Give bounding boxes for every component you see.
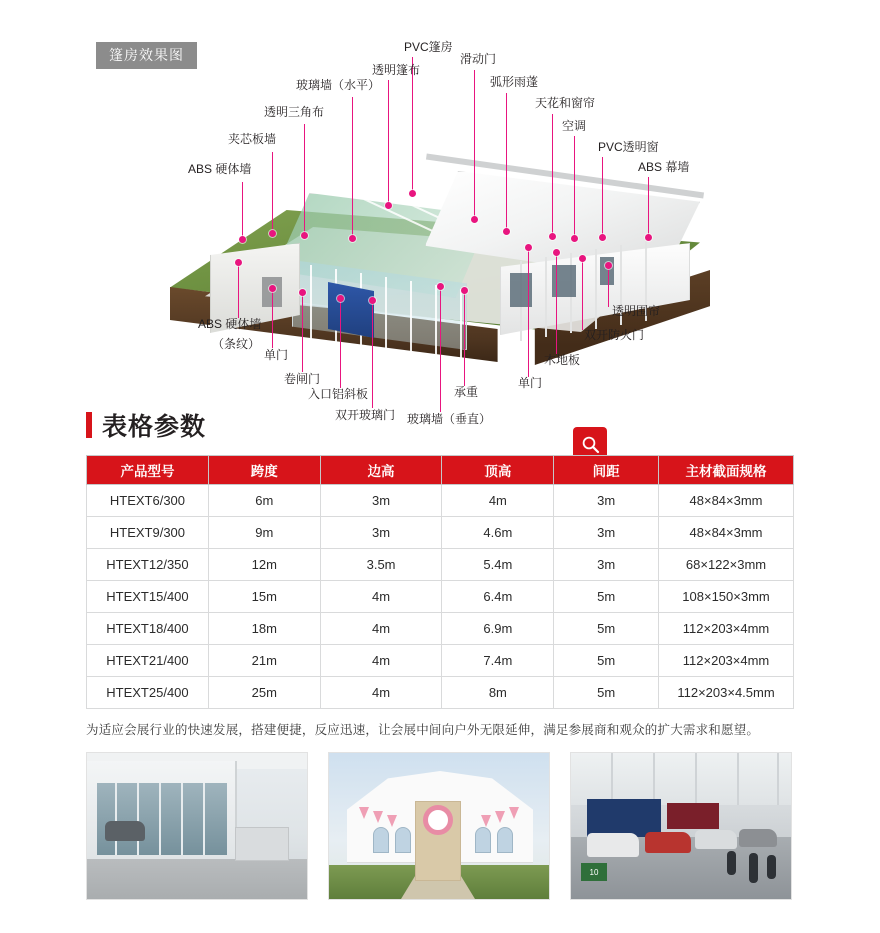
leader-line — [242, 182, 243, 240]
tent-diagram — [0, 0, 880, 426]
table-row — [87, 517, 794, 549]
photo3-car — [645, 832, 691, 853]
cell-side-height: 3.5m — [320, 549, 442, 581]
cell-model: HTEXT15/400 — [87, 581, 209, 613]
leader-line — [582, 258, 583, 330]
photo1-crate — [235, 827, 289, 861]
cell-span: 21m — [208, 645, 320, 677]
photo3-visitor — [767, 855, 776, 879]
photo-auto-expo-interior — [570, 752, 792, 900]
callout-dot — [269, 230, 276, 237]
leader-line — [556, 252, 557, 354]
photo3-car — [695, 830, 737, 849]
callout-dot — [549, 233, 556, 240]
callout-dot — [599, 234, 606, 241]
cell-side-height: 3m — [320, 517, 442, 549]
cell-top-height: 8m — [442, 677, 554, 709]
diagram-label: 滑动门 — [460, 52, 497, 66]
cell-side-height: 3m — [320, 485, 442, 517]
diagram-label: 夹芯板墙 — [228, 132, 277, 146]
cell-model: HTEXT21/400 — [87, 645, 209, 677]
diagram-label: （条纹） — [212, 337, 261, 351]
diagram-label: 天花和窗帘 — [535, 96, 596, 110]
callout-dot — [349, 235, 356, 242]
callout-dot — [369, 297, 376, 304]
callout-dot — [553, 249, 560, 256]
cell-span: 12m — [208, 549, 320, 581]
callout-dot — [409, 190, 416, 197]
cell-bay-spacing: 5m — [554, 613, 659, 645]
callout-dot — [299, 289, 306, 296]
diagram-label: 透明篷布 — [372, 63, 421, 77]
cell-side-height: 4m — [320, 613, 442, 645]
cell-profile: 112×203×4mm — [659, 645, 794, 677]
cell-model: HTEXT25/400 — [87, 677, 209, 709]
photo3-tent-roof — [571, 753, 792, 805]
cell-model: HTEXT12/350 — [87, 549, 209, 581]
photo-white-marquee-event — [328, 752, 550, 900]
cell-top-height: 6.4m — [442, 581, 554, 613]
diagram-label: 入口铝斜板 — [308, 387, 369, 401]
cell-side-height: 4m — [320, 677, 442, 709]
diagram-label: 双开防火门 — [584, 328, 645, 342]
table-col-header: 边高 — [320, 456, 442, 485]
diagram-label: PVC篷房 — [404, 40, 453, 54]
leader-line — [528, 247, 529, 377]
leader-line — [506, 93, 507, 231]
callout-dot — [471, 216, 478, 223]
table-row — [87, 581, 794, 613]
table-col-header: 跨度 — [208, 456, 320, 485]
leader-line — [304, 124, 305, 236]
callout-dot — [301, 232, 308, 239]
table-row — [87, 485, 794, 517]
diagram-label: 透明围帘 — [612, 304, 661, 318]
diagram-label: 承重 — [454, 385, 479, 399]
diagram-label: 弧形雨蓬 — [490, 75, 539, 89]
table-col-header: 产品型号 — [87, 456, 209, 485]
callout-dot — [503, 228, 510, 235]
callout-dot — [461, 287, 468, 294]
section-title — [86, 407, 206, 443]
photo1-pavement — [87, 859, 308, 899]
leader-line — [272, 152, 273, 234]
table-col-header: 间距 — [554, 456, 659, 485]
leader-line — [464, 290, 465, 386]
cell-bay-spacing: 3m — [554, 517, 659, 549]
cell-top-height: 6.9m — [442, 613, 554, 645]
callout-dot — [269, 285, 276, 292]
photo2-window — [497, 827, 513, 853]
leader-line — [272, 288, 273, 348]
leader-line — [474, 70, 475, 220]
leader-line — [372, 300, 373, 408]
leader-line — [388, 80, 389, 206]
callout-dot — [579, 255, 586, 262]
diagram-label: PVC透明窗 — [598, 140, 659, 154]
cell-profile: 112×203×4.5mm — [659, 677, 794, 709]
diagram-label: 单门 — [518, 376, 543, 390]
table-row — [87, 549, 794, 581]
entrance-blue-panel — [328, 282, 374, 338]
cell-span: 6m — [208, 485, 320, 517]
leader-line — [238, 262, 239, 318]
table-header-row — [87, 456, 794, 485]
cell-top-height: 5.4m — [442, 549, 554, 581]
photo3-visitor — [749, 853, 758, 883]
cell-bay-spacing: 3m — [554, 549, 659, 581]
callout-dot — [239, 236, 246, 243]
cell-model: HTEXT6/300 — [87, 485, 209, 517]
cell-top-height: 4m — [442, 485, 554, 517]
leader-line — [340, 298, 341, 388]
table-row — [87, 613, 794, 645]
cell-model: HTEXT18/400 — [87, 613, 209, 645]
diagram-label: 木地板 — [544, 353, 581, 367]
photo1-glass-wall — [97, 783, 227, 855]
diagram-label: 透明三角布 — [264, 105, 325, 119]
diagram-label: 单门 — [264, 348, 289, 362]
callout-dot — [385, 202, 392, 209]
photo3-car — [587, 833, 639, 857]
table-row — [87, 645, 794, 677]
cell-bay-spacing: 5m — [554, 677, 659, 709]
cell-top-height: 7.4m — [442, 645, 554, 677]
photo-glass-hall-exterior — [86, 752, 308, 900]
photo2-window — [475, 827, 491, 853]
leader-line — [302, 292, 303, 372]
callout-dot — [571, 235, 578, 242]
photo1-parked-car — [105, 821, 145, 841]
callout-dot — [437, 283, 444, 290]
photo3-banner-red — [667, 803, 719, 829]
photo3-car — [739, 829, 777, 847]
cell-top-height: 4.6m — [442, 517, 554, 549]
cell-side-height: 4m — [320, 581, 442, 613]
cell-profile: 48×84×3mm — [659, 517, 794, 549]
cell-bay-spacing: 5m — [554, 581, 659, 613]
diagram-label: ABS 硬体墙 — [198, 317, 262, 331]
photo3-floor-sign: 10 — [581, 863, 607, 881]
photo2-window — [395, 827, 411, 853]
diagram-label: ABS 幕墙 — [638, 160, 690, 174]
table-col-header: 主材截面规格 — [659, 456, 794, 485]
diagram-label: 双开玻璃门 — [335, 408, 396, 422]
diagram-label: ABS 硬体墙 — [188, 162, 252, 176]
cell-profile: 112×203×4mm — [659, 613, 794, 645]
body-caption: 为适应会展行业的快速发展，搭建便捷，反应迅速，让会展中间向户外无限延伸，满足参展商和观众的扩大需求和愿望。 — [86, 723, 760, 737]
cell-span: 18m — [208, 613, 320, 645]
page-title: 表格参数 — [102, 413, 207, 441]
table-row — [87, 677, 794, 709]
search-icon — [581, 435, 600, 454]
leader-line — [552, 114, 553, 236]
table-col-header: 顶高 — [442, 456, 554, 485]
cell-span: 15m — [208, 581, 320, 613]
photo2-window — [373, 827, 389, 853]
callout-dot — [525, 244, 532, 251]
cell-model: HTEXT9/300 — [87, 517, 209, 549]
callout-dot — [235, 259, 242, 266]
diagram-badge: 篷房效果图 — [96, 42, 197, 69]
diagram-label: 卷闸门 — [284, 372, 321, 386]
title-accent-bar — [86, 412, 92, 438]
cell-side-height: 4m — [320, 645, 442, 677]
callout-dot — [645, 234, 652, 241]
leader-line — [648, 177, 649, 237]
photo-strip — [86, 752, 794, 900]
cell-profile: 68×122×3mm — [659, 549, 794, 581]
diagram-label: 玻璃墙（垂直） — [407, 412, 492, 426]
cell-profile: 108×150×3mm — [659, 581, 794, 613]
cell-bay-spacing: 5m — [554, 645, 659, 677]
cell-bay-spacing: 3m — [554, 485, 659, 517]
callout-dot — [605, 262, 612, 269]
callout-dot — [337, 295, 344, 302]
leader-line — [602, 157, 603, 237]
diagram-label: 空调 — [562, 119, 587, 133]
photo2-flower-wreath — [423, 805, 453, 835]
cell-profile: 48×84×3mm — [659, 485, 794, 517]
leader-line — [608, 265, 609, 307]
params-table — [86, 455, 794, 709]
leader-line — [440, 286, 441, 412]
diagram-label: 玻璃墙（水平） — [296, 78, 381, 92]
leader-line — [574, 136, 575, 238]
cell-span: 25m — [208, 677, 320, 709]
leader-line — [352, 97, 353, 239]
cell-span: 9m — [208, 517, 320, 549]
photo3-visitor — [727, 851, 736, 875]
